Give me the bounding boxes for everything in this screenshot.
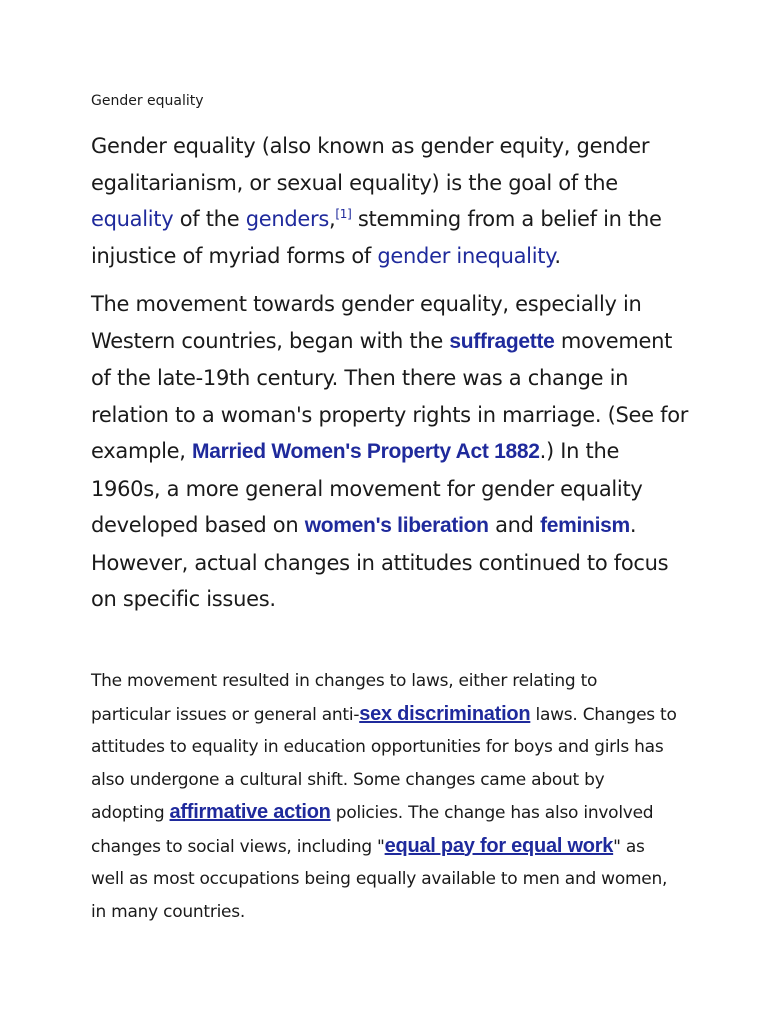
- p2-text-1: The movement towards gender equality, especially in Western countries, began with the: [91, 292, 642, 353]
- p3-text-3: policies. The change has also involved changes to social views, including ": [91, 803, 654, 857]
- link-feminism[interactable]: feminism: [540, 514, 630, 537]
- link-affirmative-action[interactable]: affirmative action: [169, 801, 331, 823]
- link-gender-inequality[interactable]: gender inequality: [377, 243, 555, 268]
- p3-text-2: laws. Changes to attitudes to equality in education opportunities for boys and girls has also undergone a cultural shift. Some changes came about by adopting: [91, 704, 677, 823]
- p3-text-1: The movement resulted in changes to laws, either relating to particular issues or general anti-: [91, 671, 598, 725]
- link-sex-discrimination[interactable]: sex discrimination: [359, 702, 531, 725]
- p2-text-5: . However, actual changes in attitudes continued to focus on specific issues.: [91, 513, 669, 611]
- reference-1-link[interactable]: [1]: [335, 207, 352, 221]
- p2-text-2: movement of the late-19th century. Then there was a change in relation to a woman's property rights in marriage. (See for example,: [91, 328, 689, 463]
- link-womens-liberation[interactable]: women's liberation: [304, 514, 489, 537]
- p1-text-5: .: [554, 243, 561, 268]
- paragraph-movement: [91, 286, 691, 618]
- document-heading: Gender equality: [91, 93, 204, 109]
- p1-text-4: stemming from a belief in the injustice of myriad forms of: [91, 207, 662, 268]
- p1-text-1: Gender equality (also known as gender equity, gender egalitarianism, or sexual equality) is the goal of the: [91, 134, 650, 195]
- p3-text-4: " as well as most occupations being equally available to men and women, in many countries.: [91, 836, 668, 922]
- link-married-womens-property-act[interactable]: Married Women's Property Act 1882: [192, 440, 540, 463]
- p2-text-4: and: [488, 513, 541, 537]
- link-equality[interactable]: equality: [91, 207, 174, 231]
- link-equal-pay-for-equal-work[interactable]: equal pay for equal work: [384, 834, 614, 857]
- link-suffragette[interactable]: suffragette: [449, 329, 555, 353]
- link-genders[interactable]: genders: [245, 207, 329, 231]
- p1-text-3: ,: [329, 207, 336, 231]
- paragraph-intro: [91, 128, 691, 274]
- p1-text-2: of the: [173, 207, 246, 231]
- p2-text-3: .) In the 1960s, a more general movement for gender equality developed based on: [91, 439, 643, 537]
- paragraph-changes: [91, 665, 681, 928]
